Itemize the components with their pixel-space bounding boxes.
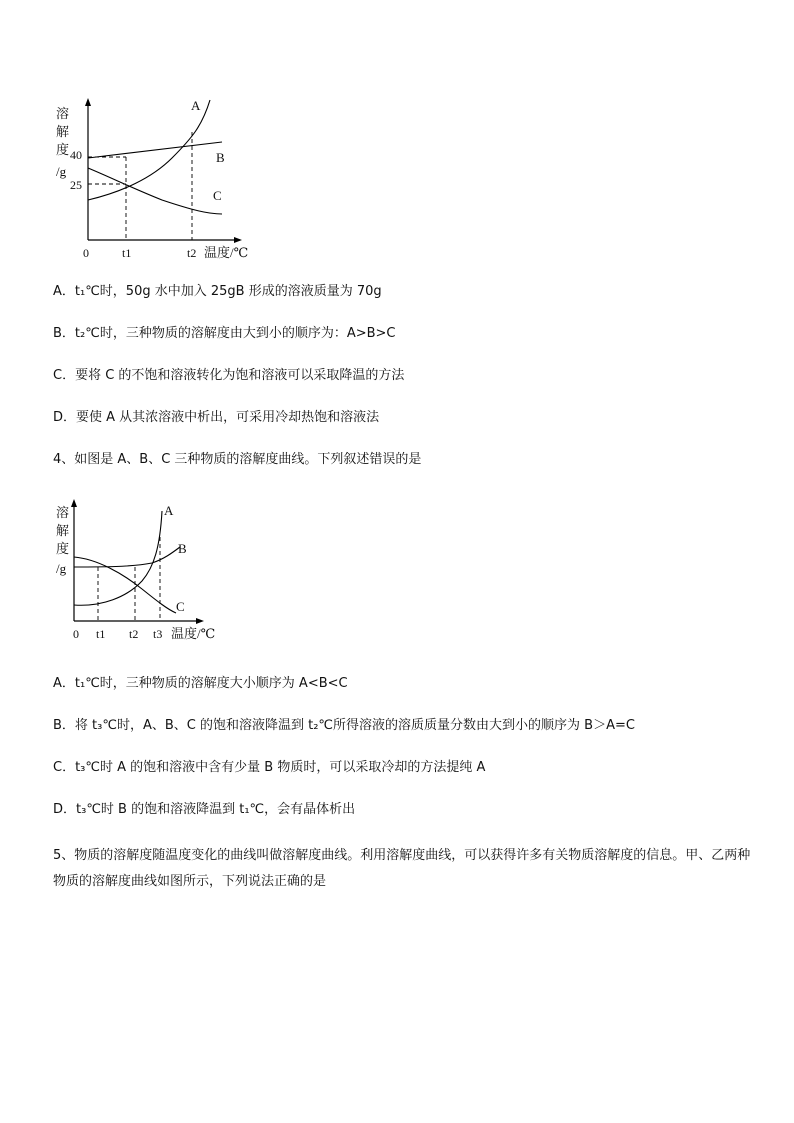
q3-option-c: C．要将 C 的不饱和溶液转化为饱和溶液可以采取降温的方法	[53, 368, 405, 383]
chart1-label-b: B	[216, 150, 225, 165]
chart1-xtick-t1: t1	[122, 246, 132, 260]
chart2-xtick-t1: t1	[96, 627, 106, 641]
chart2-xtick-0: 0	[73, 627, 79, 641]
q5-stem: 5、物质的溶解度随温度变化的曲线叫做溶解度曲线。利用溶解度曲线，可以获得许多有关物质溶解度的信息。甲、乙两种物质的溶解度曲线如图所示，下列说法正确的是	[53, 848, 751, 889]
chart2-ylabel-2: 解	[56, 523, 70, 538]
chart2-ylabel-3: 度	[56, 541, 70, 556]
chart1-xlabel: 温度/℃	[204, 245, 249, 260]
chart1-ylabel-1: 溶	[56, 106, 70, 121]
q4-stem: 4、如图是 A、B、C 三种物质的溶解度曲线。下列叙述错误的是	[53, 452, 422, 467]
q3-option-d: D．要使 A 从其浓溶液中析出，可采用冷却热饱和溶液法	[53, 410, 380, 425]
chart1-ylabel-2: 解	[56, 124, 70, 139]
q3-option-b: B．t₂℃时，三种物质的溶解度由大到小的顺序为：A>B>C	[53, 326, 396, 341]
chart2-curve-a	[74, 511, 162, 605]
chart1-curve-b	[88, 142, 222, 158]
chart1-ylabel-3: 度	[56, 142, 70, 157]
chart1-curve-c	[88, 168, 222, 214]
solubility-chart-1	[52, 96, 252, 266]
chart2-ylabel-1: 溶	[56, 505, 70, 520]
chart1-ylabel-4: /g	[56, 164, 67, 179]
chart1-ytick-25: 25	[70, 178, 82, 192]
q3-option-a: A．t₁℃时，50g 水中加入 25gB 形成的溶液质量为 70g	[53, 284, 382, 299]
q4-option-b: B．将 t₃℃时，A、B、C 的饱和溶液降温到 t₂℃所得溶液的溶质质量分数由大到小的顺序为 B＞A=C	[53, 718, 635, 733]
chart2-xlabel: 温度/℃	[171, 626, 216, 641]
q4-option-a: A．t₁℃时，三种物质的溶解度大小顺序为 A<B<C	[53, 676, 348, 691]
chart2-ylabel-4: /g	[56, 561, 67, 576]
chart2-xtick-t2: t2	[129, 627, 139, 641]
chart1-xtick-t2: t2	[187, 246, 197, 260]
chart1-label-a: A	[191, 98, 201, 113]
chart2-y-arrow	[71, 499, 77, 507]
chart2-xtick-t3: t3	[153, 627, 163, 641]
chart2-label-b: B	[178, 541, 187, 556]
chart2-label-c: C	[176, 599, 185, 614]
chart2-curve-b	[74, 547, 180, 567]
q4-option-d: D．t₃℃时 B 的饱和溶液降温到 t₁℃，会有晶体析出	[53, 802, 356, 817]
chart2-label-a: A	[164, 503, 174, 518]
solubility-chart-2	[52, 497, 232, 647]
chart1-label-c: C	[213, 188, 222, 203]
chart1-ytick-40: 40	[70, 148, 82, 162]
chart1-y-arrow	[85, 98, 91, 106]
chart1-xtick-0: 0	[83, 246, 89, 260]
chart2-x-arrow	[196, 618, 204, 624]
chart1-x-arrow	[234, 237, 242, 243]
q4-option-c: C．t₃℃时 A 的饱和溶液中含有少量 B 物质时，可以采取冷却的方法提纯 A	[53, 760, 486, 775]
